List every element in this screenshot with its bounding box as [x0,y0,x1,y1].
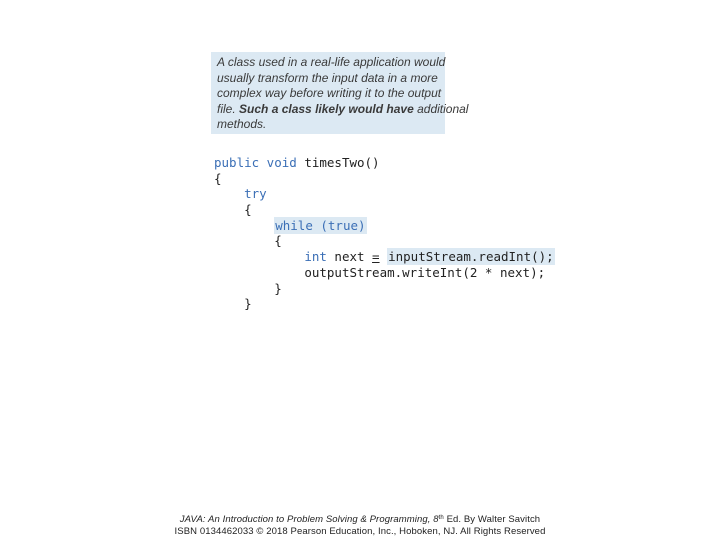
code-line-9 [214,281,555,297]
footer-copyright: ISBN 0134462033 © 2018 Pearson Education, Inc., Hoboken, NJ. All Rights Reserved [174,526,546,537]
code-text: (true) [312,217,366,233]
note-line-4 [217,101,469,118]
footer-author: Ed. By Walter Savitch [443,514,541,525]
code-line-4 [214,202,555,218]
code-keyword: try [244,186,267,202]
code-line-6 [214,233,555,249]
code-line-5 [214,218,555,234]
code-text: { [244,202,252,218]
note-line-4-start: file. [217,101,236,116]
code-operator: = [372,249,380,265]
code-text: next [326,249,373,265]
note-line-2: usually transform the input data in a more [217,70,438,85]
code-text: { [214,170,222,186]
code-text: { [274,233,282,249]
code-highlight [274,217,366,234]
note-line-1: A class used in a real-life application would [217,55,446,69]
code-keyword: public void [214,155,297,170]
code-keyword: while [275,217,313,233]
code-text: } [274,280,282,296]
code-line-1 [214,155,555,171]
note-line-4-bold: Such a class likely would have [235,101,414,116]
code-keyword: int [304,249,327,265]
note-line-3: complex way before writing it to the output [217,86,442,101]
note-line-4-end: additional [413,101,469,116]
code-text: timesTwo() [296,155,380,170]
code-text: outputStream.writeInt(2 * next); [304,264,546,280]
book-title: JAVA: An Introduction to Problem Solving & Programming, 8 [179,514,439,525]
code-line-7 [214,249,555,265]
code-line-10 [214,296,555,312]
note-line-5: methods. [217,117,267,132]
code-line-3 [214,186,555,202]
code-line-2 [214,171,555,187]
code-text: } [244,296,252,312]
code-space [380,249,388,264]
edition-suffix: th [438,515,444,521]
code-line-8 [214,265,555,281]
margin-note [211,52,469,134]
footer-citation [0,514,720,525]
code-highlight: inputStream.readInt(); [388,249,554,265]
code-listing [214,155,555,312]
